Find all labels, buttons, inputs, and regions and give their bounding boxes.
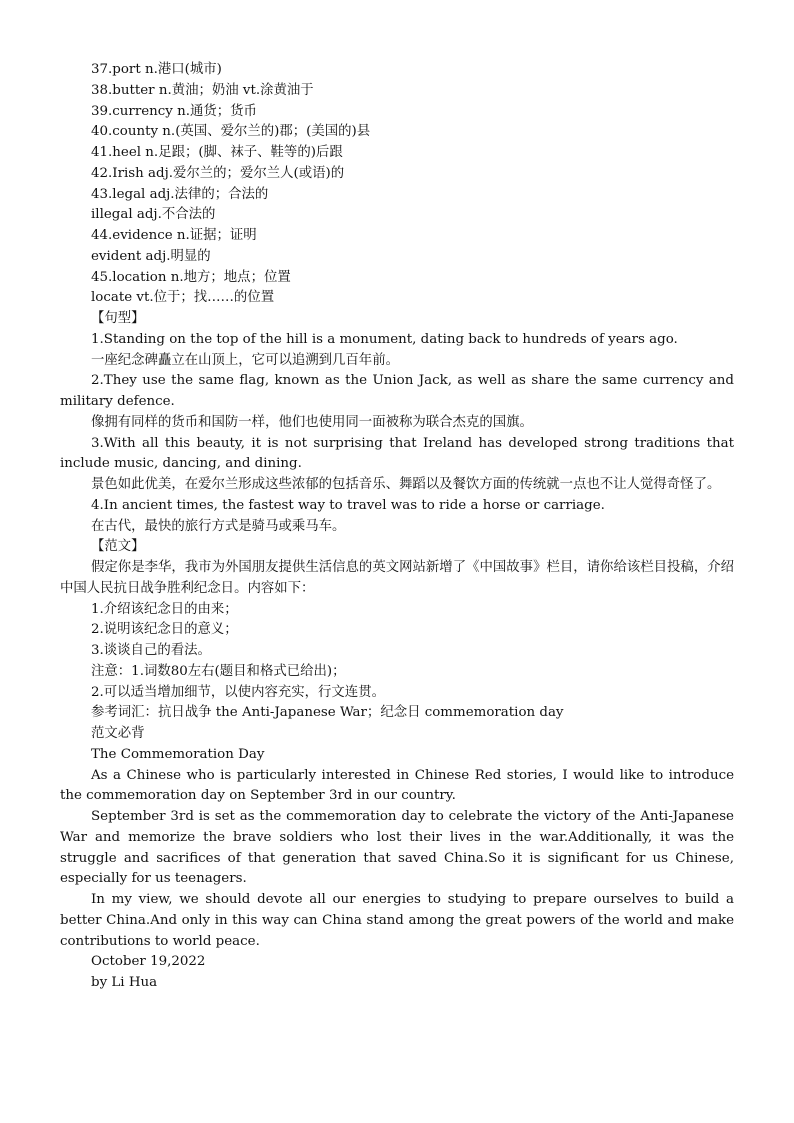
- task-intro: 假定你是李华，我市为外国朋友提供生活信息的英文网站新增了《中国故事》栏目，请你给该栏目投稿，介绍中国人民抗日战争胜利纪念日。内容如下：: [60, 560, 734, 596]
- vocab-item: evident adj.明显的: [91, 248, 211, 264]
- vocab-item: 37.port n.港口(城市): [91, 62, 222, 77]
- vocab-item: 42.Irish adj.爱尔兰的；爱尔兰人(或语)的: [91, 165, 345, 181]
- vocab-item: 39.currency n.通货；货币: [91, 103, 257, 119]
- task-point: 2.说明该纪念日的意义；: [91, 622, 238, 638]
- document-page: [60, 60, 734, 994]
- model-date: October 19,2022: [91, 954, 206, 970]
- model-paragraph: In my view, we should devote all our energies to studying to prepare ourselves to build a better China.And only in this way can China stand among the great powers of the world and make contributions to world peace.: [60, 892, 734, 949]
- sentence-heading: 【句型】: [91, 311, 145, 326]
- model-paragraph: September 3rd is set as the commemoration day to celebrate the victory of the Anti-Japanese War and memorize the brave soldiers who lost their lives in the war.Additionally, it was the struggle and sacrifices of that generation that saved China.So it is significant for us Chinese, especially for us teenagers.: [60, 809, 734, 887]
- vocab-item: 41.heel n.足跟；(脚、袜子、鞋等的)后跟: [91, 145, 343, 160]
- model-signature: by Li Hua: [91, 975, 158, 990]
- sentence-en: 4.In ancient times, the fastest way to travel was to ride a horse or carriage.: [91, 497, 605, 513]
- model-label: 范文必背: [91, 726, 145, 741]
- sentence-zh: 在古代，最快的旅行方式是骑马或乘马车。: [91, 518, 346, 534]
- task-note: 注意：1.词数80左右(题目和格式已给出)；: [91, 663, 346, 679]
- vocab-item: 44.evidence n.证据；证明: [91, 228, 257, 243]
- vocab-item: 40.county n.(英国、爱尔兰的)郡；(美国的)县: [91, 124, 371, 140]
- sentence-zh: 像拥有同样的货币和国防一样，他们也使用同一面被称为联合杰克的国旗。: [91, 414, 533, 430]
- model-title: The Commemoration Day: [91, 746, 265, 762]
- task-note: 2.可以适当增加细节，以使内容充实，行文连贯。: [91, 684, 385, 700]
- vocab-item: 38.butter n.黄油；奶油 vt.涂黄油于: [91, 82, 314, 98]
- task-point: 1.介绍该纪念日的由来；: [91, 601, 238, 617]
- vocab-item: 43.legal adj.法律的；合法的: [91, 186, 269, 202]
- sentence-zh: 景色如此优美，在爱尔兰形成这些浓郁的包括音乐、舞蹈以及餐饮方面的传统就一点也不让人觉得奇怪了。: [91, 477, 721, 492]
- sentence-en: 3.With all this beauty, it is not surprising that Ireland has developed strong traditions that include music, dancing, and dining.: [60, 435, 734, 472]
- sentence-zh: 一座纪念碑矗立在山顶上，它可以追溯到几百年前。: [91, 352, 399, 368]
- model-paragraph: As a Chinese who is particularly interested in Chinese Red stories, I would like to introduce the commemoration day on September 3rd in our country.: [60, 767, 734, 804]
- sentence-en: 2.They use the same flag, known as the Union Jack, as well as share the same currency and military defence.: [60, 373, 734, 409]
- task-reference: 参考词汇：抗日战争 the Anti-Japanese War；纪念日 commemoration day: [91, 705, 564, 721]
- sentence-en: 1.Standing on the top of the hill is a monument, dating back to hundreds of years ago.: [91, 331, 678, 347]
- vocab-item: 45.location n.地方；地点；位置: [91, 269, 291, 285]
- essay-heading: 【范文】: [91, 539, 145, 555]
- vocab-item: locate vt.位于；找……的位置: [91, 290, 275, 306]
- vocab-item: illegal adj.不合法的: [91, 207, 216, 223]
- task-point: 3.谈谈自己的看法。: [91, 643, 211, 658]
